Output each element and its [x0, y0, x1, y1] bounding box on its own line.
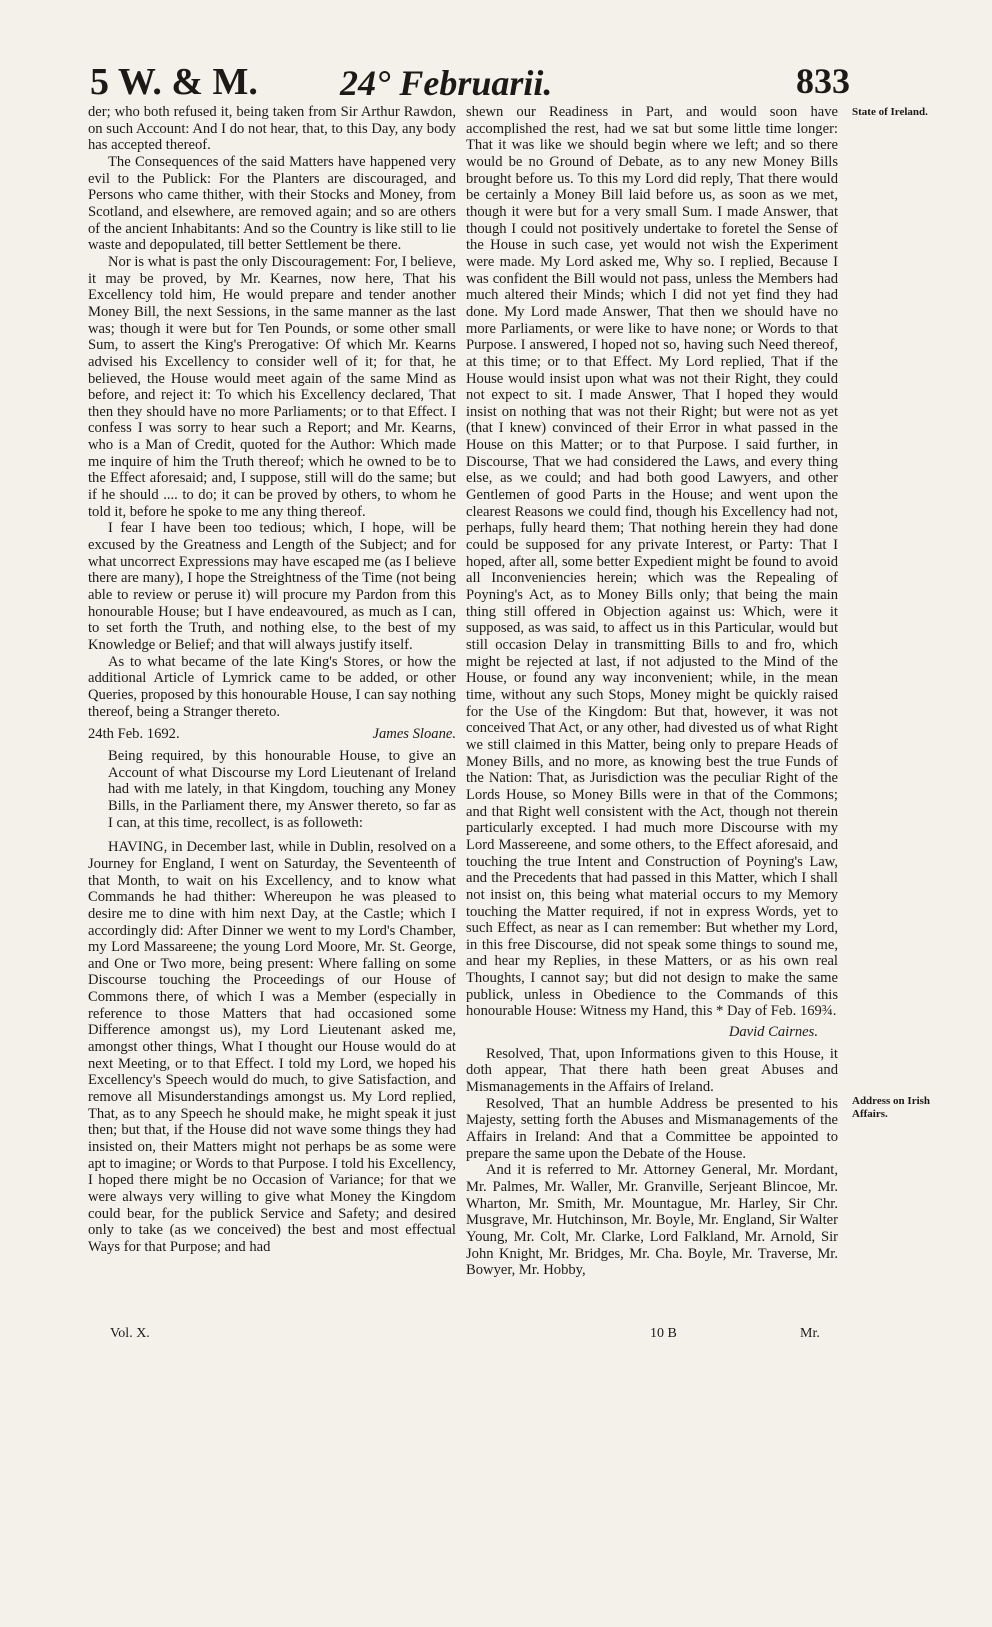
paragraph: The Consequences of the said Matters have happened very evil to the Publick: For the Planters are discouraged, and Persons who came thither, with their Stocks and Money, from Scotland, and elsewhere, are removed again; and so are others of the ancient Inhabitants: And so the Country is like still to lie waste and depopulated, till better Settlement be there. [88, 153, 456, 254]
resolution: Resolved, That, upon Informations given to this House, it doth appear, That there hath been great Abuses and Mismanagements in the Affairs of Ireland. [466, 1045, 838, 1096]
printer-signature: 10 B [650, 1326, 677, 1341]
paragraph: Nor is what is past the only Discouragement: For, I believe, it may be proved, by Mr. Kearnes, now here, That his Excellency told him, He would prepare and tender another Money Bill, the next Sessions, in the same manner as the last was; though it were but for Ten Pounds, or some other small Sum, to assert the King's Prerogative: Of which Mr. Kearns advised his Excellency to consider well of it; for that, he believed, the House would meet again of the same Mind as before, and reject it: To which his Excellency declared, That then they should have no more Parliaments; or to that Effect. I confess I was sorry to hear such a Report; and Mr. Kearns, who is a Man of Credit, quoted for the Author: Which made me inquire of him the Truth thereof; which he owned to be to the Effect aforesaid; and, I suppose, still will do the same; but if he should .... to do; it can be proved by others, to whom he told it, before he spoke to me any thing thereof. [88, 253, 456, 520]
paragraph: As to what became of the late King's Stores, or how the additional Article of Lymrick came to be added, or other Queries, proposed by this honourable House, I can say nothing thereof, being a Stranger thereto. [88, 653, 456, 720]
header-regnal-year: 5 W. & M. [90, 61, 258, 103]
margin-note-address: Address on Irish Affairs. [852, 1095, 931, 1120]
signer-name: David Cairnes. [728, 1024, 818, 1041]
paragraph: HAVING, in December last, while in Dublin, resolved on a Journey for England, I went on Saturday, the Seventeenth of that Month, to wait on his Excellency, and to know what Commands he had thither: Whereupon he was pleased to desire me to dine with him next Day, at the Castle; which I accordingly did: After Dinner we went to my Lord's Chamber, my Lord Massareene; the young Lord Moore, Mr. St. George, and One or Two more, being present: Where falling on some Discourse touching the Proceedings of our House of Commons there, of which I was a Member (especially in reference to those Matters that had occasioned some Difference amongst us), my Lord Lieutenant asked me, amongst other things, What I thought our House would do at next Meeting, or to that Effect. I told my Lord, we hoped his Excellency's Speech would do much, to give Satisfaction, and remove all Misunderstandings amongst us. My Lord replied, That, as to any Speech he should make, he might speak it just then; but that, if the House did not wave some things they had insisted on, their Matters might not perhaps be as some were apt to imagine; or Words to that Purpose. I told his Excellency, I hoped there might be no Occasion of Variance; for that we were always very willing to give what Money the Kingdom could bear, for the publick Service and Safety; and desired only to take (as we conceived) the best and most effectual Ways for that Purpose; and had [88, 839, 456, 1255]
volume-label: Vol. X. [110, 1326, 150, 1341]
margin-note-state: State of Ireland. [852, 106, 928, 118]
catchword: Mr. [800, 1326, 820, 1341]
signature-line [88, 726, 456, 743]
statement-preamble: Being required, by this honourable House, to give an Account of what Discourse my Lord Lieutenant of Ireland had with me lately, in that Kingdom, touching any Money Bills, in the Parliament there, my Answer thereto, so far as I can, at this time, recollect, is as followeth: [108, 747, 456, 831]
resolution: Resolved, That an humble Address be presented to his Majesty, setting forth the Abuses and Mismanagements of the Affairs in Ireland: And that a Committee be appointed to prepare the same upon the Debate of the House. [466, 1095, 838, 1162]
committee-referral: And it is referred to Mr. Attorney General, Mr. Mordant, Mr. Palmes, Mr. Waller, Mr. Granville, Serjeant Blincoe, Mr. Wharton, Mr. Smith, Mr. Mountague, Mr. Harley, Sir Chr. Musgrave, Mr. Hutchinson, Mr. Boyle, Mr. England, Sir Walter Young, Mr. Colt, Mr. Clarke, Lord Falkland, Mr. Arnold, Sir John Knight, Mr. Bridges, Mr. Cha. Boyle, Mr. Traverse, Mr. Bowyer, Mr. Hobby, [466, 1162, 838, 1279]
paragraph: I fear I have been too tedious; which, I hope, will be excused by the Greatness and Length of the Subject; and for what uncorrect Expressions may have escaped me (as I believe there are many), I hope the Streightness of the Time (not being able to review or peruse it) will procure my Pardon from this honourable House; but I have endeavoured, as much as I can, to set forth the Truth, and nothing else, to the best of my Knowledge or Belief; and that will always justify itself. [88, 520, 456, 653]
signature-date: 24th Feb. 1692. [88, 726, 180, 743]
header-date: 24° Februarii. [340, 63, 553, 103]
paragraph: shewn our Readiness in Part, and would soon have accomplished the rest, had we sat but some little time longer: That it was like we should begin where we left; and so there would be no Ground of Debate, as to any new Money Bills brought before us. To this my Lord did reply, That there would be certainly a Money Bill laid before us, as soon as we met, though it were but for a very small Sum. I made Answer, that though I could not positively undertake to foretel the Sense of the House in such case, yet would not wish the Experiment were made. My Lord asked me, Why so. I replied, Because I was confident the Bill would not pass, unless the Members had much altered their Minds; which I did not yet find they had done. My Lord made Answer, That then we should have no more Parliaments, or were like to have none; or Words to that Purpose. I answered, I hoped not so, having such Need thereof, at this time; or to that Effect. My Lord replied, That if the House would insist upon what was not their Right, they could not expect to sit. I made Answer, That I hoped they would insist on nothing that was not their Right; but were not as yet (that I knew) convinced of their Error in what passed in the House on this Matter; or to that Purpose. I said further, in Discourse, That we had considered the Laws, and every thing else, as we could; and had both good Lawyers, and other Gentlemen of good Parts in the House; and went upon the clearest Reasons we could find, though his Excellency had not, perhaps, fully heard them; That nothing herein they had done could be supposed for any private Interest, or Party: That I hoped, after all, some better Expedient might be found to avoid all Inconveniencies herein; which was the Repealing of Poyning's Act, as to Money Bills only; that being the main thing still offered in Objection against us: Which, were it supposed, as was said, to affect us in this Particular, would but still occasion Delay in transmitting Bills to and fro, which might be rejected at last, if not adjusted to the Mind of the House, or found any way inconvenient; while, in the mean time, without any such Stops, Money might be quickly raised for the Use of the Kingdom: But that, however, it was not conceived That Act, or any other, had divested us of what Right we still claimed in this Matter, being only to prepare Heads of Money Bills, and no more, as knowing best the true Funds of the Nation: That, as Jurisdiction was the peculiar Right of the Lords House, so Money Bills were in that of the Commons; and that Right well consistent with the Act, though not therein particularly excepted. I had much more Discourse with my Lord Massereene, and some others, to the Effect aforesaid, and touching the true Intent and Construction of Poyning's Law, and the Precedents that had passed in this Matter, which I shall not insist on, this being what material occurs to my Memory touching the Matter required, if not in express Words, yet to such Effect, as near as I can remember: But whether my Lord, in this free Discourse, did not speak some things to sound me, and hear my Replies, in these Matters, or as his own real Thoughts, I cannot say; but did not design to make the same publick, unless in Obedience to the Commands of this honourable House: Witness my Hand, this * Day of Feb. 169¾. [466, 104, 838, 1020]
left-column [88, 104, 456, 1256]
right-column [466, 104, 838, 1279]
page-number: 833 [796, 61, 850, 101]
paragraph: der; who both refused it, being taken from Sir Arthur Rawdon, on such Account: And I do not hear, that, to this Day, any body has accepted thereof. [88, 104, 456, 154]
signer-name: James Sloane. [372, 726, 456, 743]
running-header [90, 60, 850, 110]
